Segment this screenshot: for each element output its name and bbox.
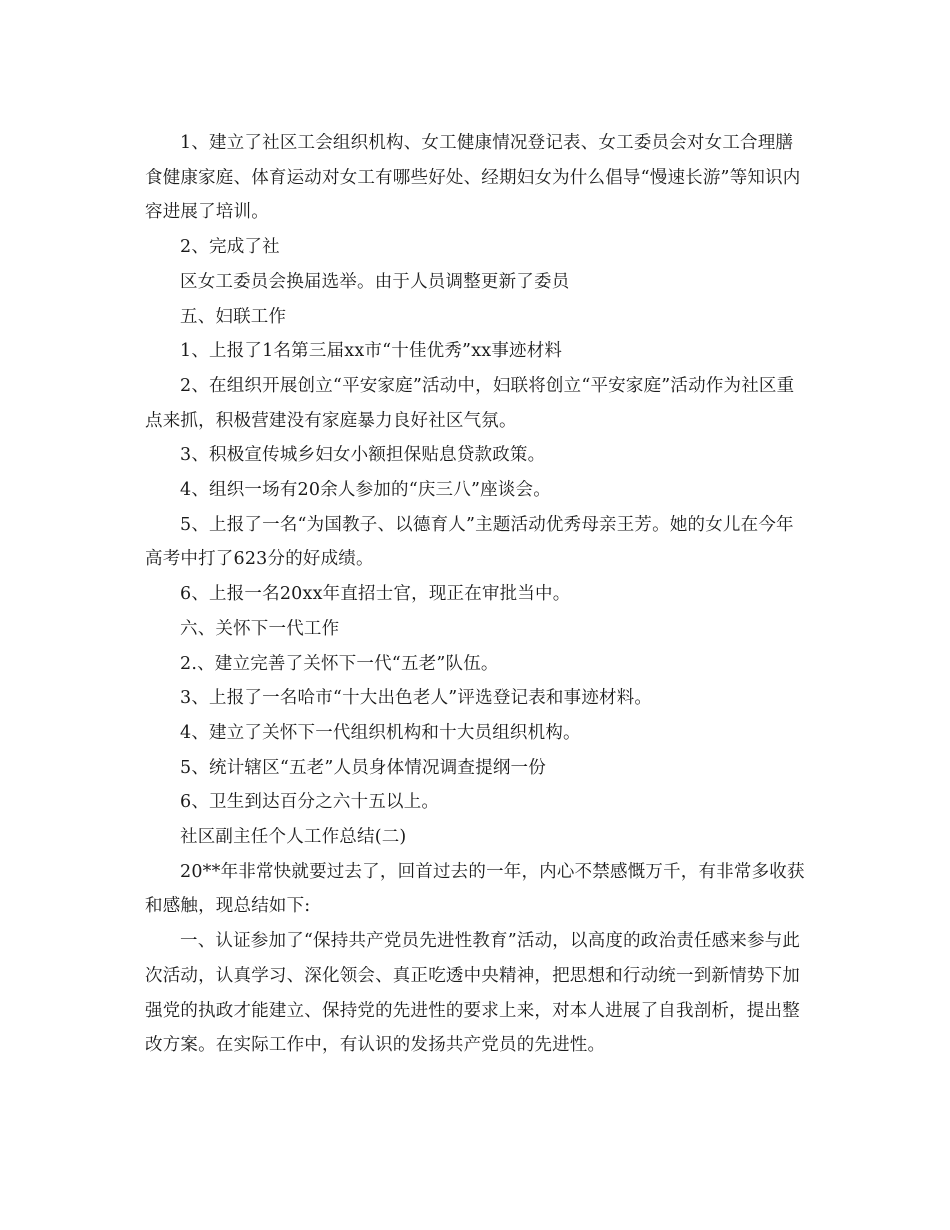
paragraph-intro: 20**年非常快就要过去了，回首过去的一年，内心不禁感慨万千，有非常多收获和感触，现总结如下: <box>145 861 805 917</box>
paragraph-completed-community: 2、完成了社 <box>180 237 280 258</box>
paragraph-top-ten-report: 1、上报了1名第三届xx市“十佳优秀”xx事迹材料 <box>180 341 563 362</box>
section-heading-womens-federation: 五、妇联工作 <box>180 306 287 327</box>
paragraph-five-elders-team: 2.、建立完善了关怀下一代“五老”队伍。 <box>180 653 499 674</box>
paragraph-organization: 4、建立了关怀下一代组织机构和十大员组织机构。 <box>180 722 581 743</box>
paragraph-safe-family: 2、在组织开展创立“平安家庭”活动中，妇联将创立“平安家庭”活动作为社区重点来抓，积极营建没有家庭暴力良好社区气氛。 <box>145 375 795 431</box>
paragraph-women-workers-training: 1、建立了社区工会组织机构、女工健康情况登记表、女工委员会对女工合理膳食健康家庭、体育运动对女工有哪些好处、经期妇女为什么倡导“慢速长游”等知识内容进展了培训。 <box>145 133 801 223</box>
paragraph-sergeant: 6、上报一名20xx年直招士官，现正在审批当中。 <box>180 584 571 605</box>
document-subtitle: 社区副主任个人工作总结(二) <box>180 827 407 848</box>
paragraph-election: 区女工委员会换届选举。由于人员调整更新了委员 <box>180 271 570 292</box>
section-heading-next-generation: 六、关怀下一代工作 <box>180 618 340 639</box>
paragraph-health-survey: 5、统计辖区“五老”人员身体情况调查提纲一份 <box>180 757 546 778</box>
paragraph-march-eighth: 4、组织一场有20余人参加的“庆三八”座谈会。 <box>180 480 551 501</box>
paragraph-hygiene: 6、卫生到达百分之六十五以上。 <box>180 792 440 813</box>
paragraph-loan-policy: 3、积极宣传城乡妇女小额担保贴息贷款政策。 <box>180 445 546 466</box>
paragraph-party-education: 一、认证参加了“保持共产党员先进性教育”活动，以高度的政治责任感来参与此次活动，认真学习、深化领会、真正吃透中央精神，把思想和行动统一到新情势下加强党的执政才能建立、保持党的先进性的要求上来，对本人进展了自我剖析，提出整改方案。在实际工作中，有认识的发扬共产党员的先进性。 <box>145 931 801 1056</box>
paragraph-excellent-mother: 5、上报了一名“为国教子、以德育人”主题活动优秀母亲王芳。她的女儿在今年高考中打了623分的好成绩。 <box>145 514 794 570</box>
paragraph-outstanding-elderly: 3、上报了一名哈市“十大出色老人”评选登记表和事迹材料。 <box>180 688 653 709</box>
document-body <box>145 126 810 1063</box>
